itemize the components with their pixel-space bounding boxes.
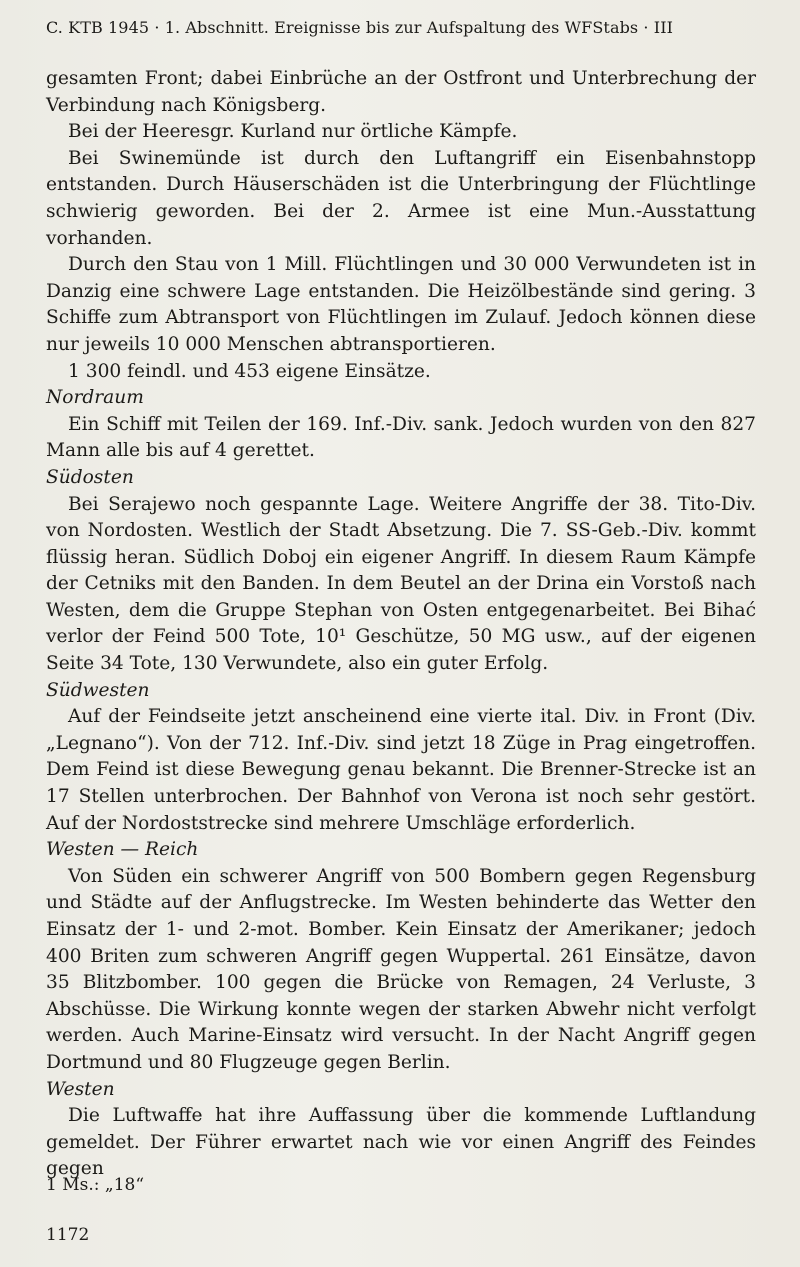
paragraph: Ein Schiff mit Teilen der 169. Inf.-Div. sank. Jedoch wurden von den 827 Mann alle bis auf 4 gerettet. bbox=[46, 413, 756, 462]
footnote: 1 Ms.: „18“ bbox=[46, 1175, 145, 1195]
paragraph: Die Luftwaffe hat ihre Auffassung über die kommende Luftlandung gemeldet. Der Führer erwartet nach wie vor einen Angriff des Feindes gegen bbox=[46, 1105, 756, 1180]
body-text bbox=[46, 66, 756, 1183]
section-heading: Westen bbox=[46, 1078, 115, 1100]
section-heading: Westen — Reich bbox=[46, 839, 199, 861]
section-heading: Nordraum bbox=[46, 387, 144, 409]
section-heading: Südosten bbox=[46, 466, 134, 488]
paragraph: Bei Swinemünde ist durch den Luftangriff ein Eisenbahnstopp entstanden. Durch Häuserschäden ist die Unterbringung der Flüchtlinge schwierig geworden. Bei der 2. Armee ist eine Mun.-Ausstattung vorhanden. bbox=[46, 147, 756, 249]
paragraph: Von Süden ein schwerer Angriff von 500 Bombern gegen Regensburg und Städte auf der Anflugstrecke. Im Westen behinderte das Wetter den Einsatz der 1- und 2-mot. Bomber. Kein Einsatz der Amerikaner; jedoch 400 Briten zum schweren Angriff gegen Wuppertal. 261 Einsätze, davon 35 Blitzbomber. 100 gegen die Brücke von Remagen, 24 Verluste, 3 Abschüsse. Die Wirkung konnte wegen der starken Abwehr nicht verfolgt werden. Auch Marine-Einsatz wird versucht. In der Nacht Angriff gegen Dortmund und 80 Flugzeuge gegen Berlin. bbox=[46, 865, 756, 1073]
paragraph: gesamten Front; dabei Einbrüche an der Ostfront und Unterbrechung der Verbindung nach Königsberg. bbox=[46, 68, 756, 116]
paragraph: Bei der Heeresgr. Kurland nur örtliche Kämpfe. bbox=[68, 121, 518, 143]
paragraph: Durch den Stau von 1 Mill. Flüchtlingen und 30 000 Verwundeten ist in Danzig eine schwere Lage entstanden. Die Heizölbestände sind gering. 3 Schiffe zum Abtransport von Flüchtlingen im Zulauf. Jedoch können diese nur jeweils 10 000 Menschen abtransportieren. bbox=[46, 254, 756, 355]
paragraph: Bei Serajewo noch gespannte Lage. Weitere Angriffe der 38. Tito-Div. von Nordosten. Westlich der Stadt Absetzung. Die 7. SS-Geb.-Div. kommt flüssig heran. Südlich Doboj ein eigener Angriff. In diesem Raum Kämpfe der Cetniks mit den Banden. In dem Beutel an der Drina ein Vorstoß nach Westen, dem die Gruppe Stephan von Osten entgegenarbeitet. Bei Bihać verlor der Feind 500 Tote, 10¹ Geschütze, 50 MG usw., auf der eigenen Seite 34 Tote, 130 Verwundete, also ein guter Erfolg. bbox=[46, 493, 756, 675]
running-header: C. KTB 1945 · 1. Abschnitt. Ereignisse bis zur Aufspaltung des WFStabs · III bbox=[46, 18, 674, 37]
section-heading: Südwesten bbox=[46, 679, 150, 701]
paragraph: Auf der Feindseite jetzt anscheinend eine vierte ital. Div. in Front (Div. „Legnano“). Von der 712. Inf.-Div. sind jetzt 18 Züge in Prag eingetroffen. Dem Feind ist diese Bewegung genau bekannt. Die Brenner-Strecke ist an 17 Stellen unterbrochen. Der Bahnhof von Verona ist noch sehr gestört. Auf der Nordoststrecke sind mehrere Umschläge erforderlich. bbox=[46, 706, 756, 834]
page-number: 1172 bbox=[46, 1225, 90, 1245]
paragraph: 1 300 feindl. und 453 eigene Einsätze. bbox=[68, 360, 431, 382]
